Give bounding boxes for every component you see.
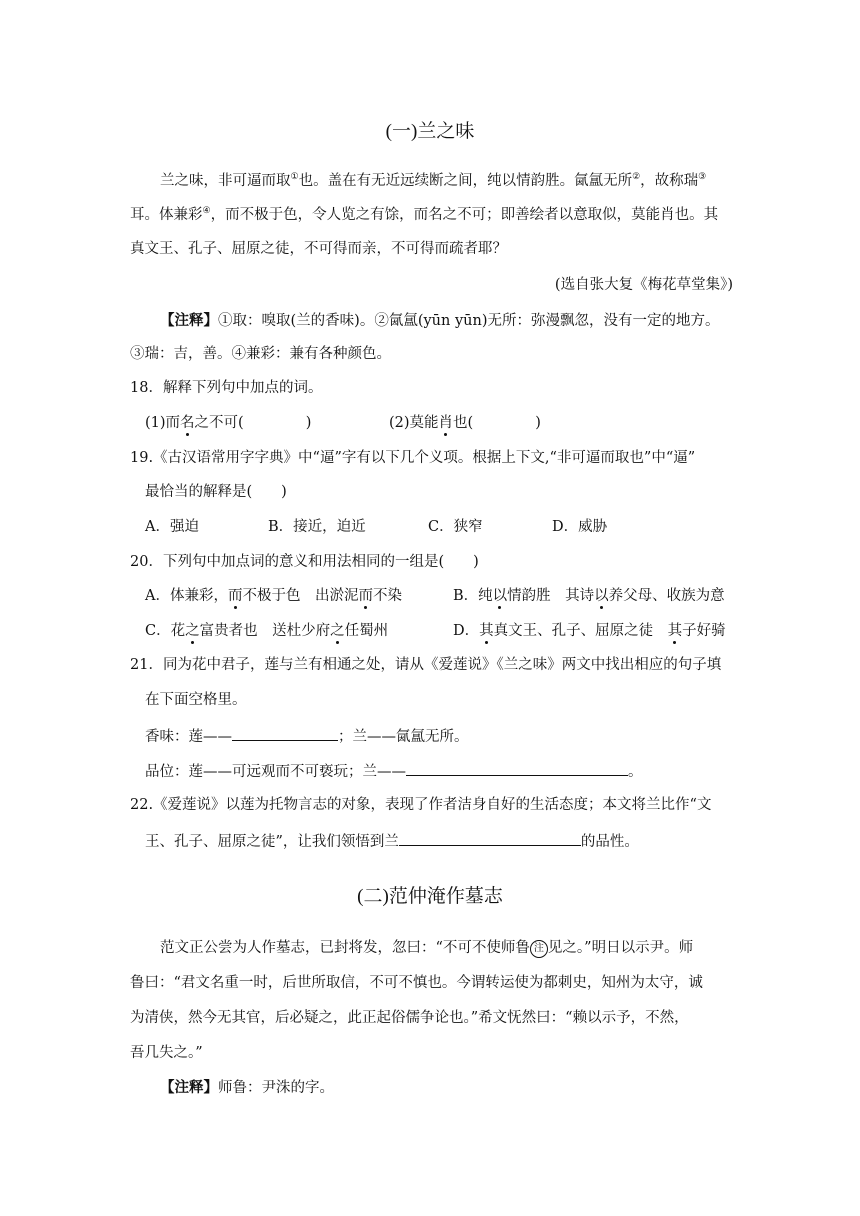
- dotted-word: 肖: [438, 415, 454, 431]
- option-d[interactable]: [453, 621, 726, 641]
- q-text: A．体兼彩，: [145, 588, 228, 604]
- question-21-line1: 21．同为花中君子，莲与兰有相通之处，请从《爱莲说》《兰之味》两文中找出相应的句子填: [130, 657, 722, 673]
- fill-blank[interactable]: [406, 760, 628, 776]
- annotation-line: [160, 1078, 334, 1098]
- question-21-line2: 在下面空格里。: [145, 692, 247, 708]
- fill-blank[interactable]: [399, 830, 581, 846]
- question-19-line2: 最恰当的解释是( ): [145, 484, 287, 500]
- annotation-text: ①取：嗅取(兰的香味)。②氤氲(yūn yūn)无所：弥漫飘忽，没有一定的地方。: [218, 313, 720, 329]
- q-text: 任蜀州: [344, 623, 389, 639]
- q-text: 富贵者也 送杜少府: [199, 623, 331, 639]
- option-d[interactable]: D．威胁: [552, 519, 608, 535]
- passage-text: 范文正公尝为人作墓志，已封将发，忽曰：“不可不使师鲁: [160, 940, 530, 956]
- option-a[interactable]: [145, 586, 402, 606]
- passage-text: 兰之味，非可逼而取: [160, 173, 291, 189]
- question-19-line1: 19.《古汉语常用字字典》中“逼”字有以下几个义项。根据上下文,“非可逼而取也”中“逼”: [130, 450, 696, 466]
- section-title-1: (一)兰之味: [385, 121, 475, 142]
- passage-text: 见之。”明日以示尹。师: [547, 940, 694, 956]
- annotation-line: ③瑞：吉，善。④兼彩：兼有各种颜色。: [130, 346, 391, 362]
- q-text: 。: [628, 764, 643, 780]
- fill-blank[interactable]: [232, 725, 338, 741]
- note-ref: ③: [698, 172, 707, 183]
- passage-line: [160, 938, 693, 958]
- question-22-line1: 22.《爱莲说》以莲为托物言志的对象，表现了作者洁身自好的生活态度；本文将兰比作“文: [130, 797, 712, 813]
- question-21-fill-1: [145, 725, 469, 747]
- annotation-label: 【注释】: [160, 312, 218, 329]
- q-text: 不染: [372, 588, 402, 604]
- passage-line: 吾几失之。”: [130, 1045, 203, 1061]
- q-text: 真文王、孔子、屈原之徒: [493, 623, 668, 639]
- option-c[interactable]: [145, 621, 388, 641]
- dotted-word: 以: [492, 588, 508, 604]
- option-c[interactable]: C．狭窄: [428, 519, 483, 535]
- option-b[interactable]: B．接近，迫近: [268, 519, 366, 535]
- dotted-word: 之: [185, 623, 200, 639]
- note-ref: ②: [632, 172, 641, 183]
- q-text: 的品性。: [580, 834, 639, 850]
- dotted-word: 而: [358, 588, 373, 604]
- annotation-text: 师鲁：尹洙的字。: [218, 1080, 334, 1096]
- dotted-word: 其: [479, 623, 494, 639]
- question-18-a: [145, 413, 311, 433]
- q-text: (1)而: [145, 415, 181, 431]
- dotted-word: 而: [227, 588, 243, 604]
- passage-line: 鲁曰：“君文名重一时，后世所取信，不可不慎也。今谓转运使为都刺史，知州为太守，诚: [130, 975, 703, 991]
- q-text: 养父母、收族为意: [608, 588, 725, 604]
- q-text: ；兰——氤氲无所。: [338, 729, 469, 745]
- q-text: 也(: [453, 415, 474, 431]
- dotted-word: 之: [330, 623, 345, 639]
- passage-line: 为清侠，然今无其官，后必疑之，此正起俗儒争论也。”希文怃然曰：“赖以示予，不然，: [130, 1010, 689, 1026]
- passage-text: 也。盖在有无近远续断之间，纯以情韵胜。氤氲无所: [298, 173, 633, 189]
- section-title-2: (二)范仲淹作墓志: [357, 886, 503, 907]
- passage-text: ，而不极于色，令人览之有馀，而名之不可；即善绘者以意取似，莫能肖也。其: [210, 207, 719, 223]
- q-text: 之不可(: [194, 415, 244, 431]
- q-text: C．花: [145, 623, 186, 639]
- q-text: ): [305, 415, 312, 431]
- question-20-stem: 20．下列句中加点词的意义和用法相同的一组是( ): [130, 554, 479, 570]
- passage-line: [130, 205, 718, 225]
- question-22-line2: [145, 830, 639, 852]
- dotted-word: 以: [594, 588, 609, 604]
- dotted-word: 名: [180, 415, 195, 431]
- passage-text: ，故称瑞: [640, 173, 699, 189]
- question-18-stem: 18．解释下列句中加点的词。: [130, 380, 323, 396]
- q-text: D．: [453, 623, 480, 639]
- option-a[interactable]: A．强迫: [145, 519, 199, 535]
- note-ref: ④: [202, 206, 211, 217]
- q-text: ): [535, 415, 541, 431]
- q-text: B．纯: [453, 588, 493, 604]
- q-text: 不极于色 出淤泥: [242, 588, 359, 604]
- question-18-b: [389, 413, 541, 433]
- passage-text: 耳。体兼彩: [130, 207, 203, 223]
- passage-line: [160, 171, 706, 191]
- annotation-line: [160, 311, 719, 331]
- note-ref: ①: [290, 172, 299, 183]
- q-text: 香味：莲——: [145, 729, 232, 745]
- q-text: 王、孔子、屈原之徒”，让我们领悟到兰: [145, 834, 399, 850]
- q-text: 情韵胜 其诗: [507, 588, 595, 604]
- passage-line: 真文王、孔子、屈原之徒，不可得而亲，不可得而疏者耶？: [130, 241, 507, 257]
- annotation-label: 【注释】: [160, 1079, 218, 1096]
- source-citation: (选自张大复《梅花草堂集》): [554, 277, 733, 293]
- q-text: 品位：莲——可远观而不可亵玩；兰——: [145, 764, 406, 780]
- note-marker: 注: [530, 940, 548, 958]
- option-b[interactable]: [453, 586, 725, 606]
- dotted-word: 其: [667, 623, 683, 639]
- question-21-fill-2: [145, 760, 643, 782]
- q-text: (2)莫能: [389, 415, 439, 431]
- q-text: 子好骑: [682, 623, 726, 639]
